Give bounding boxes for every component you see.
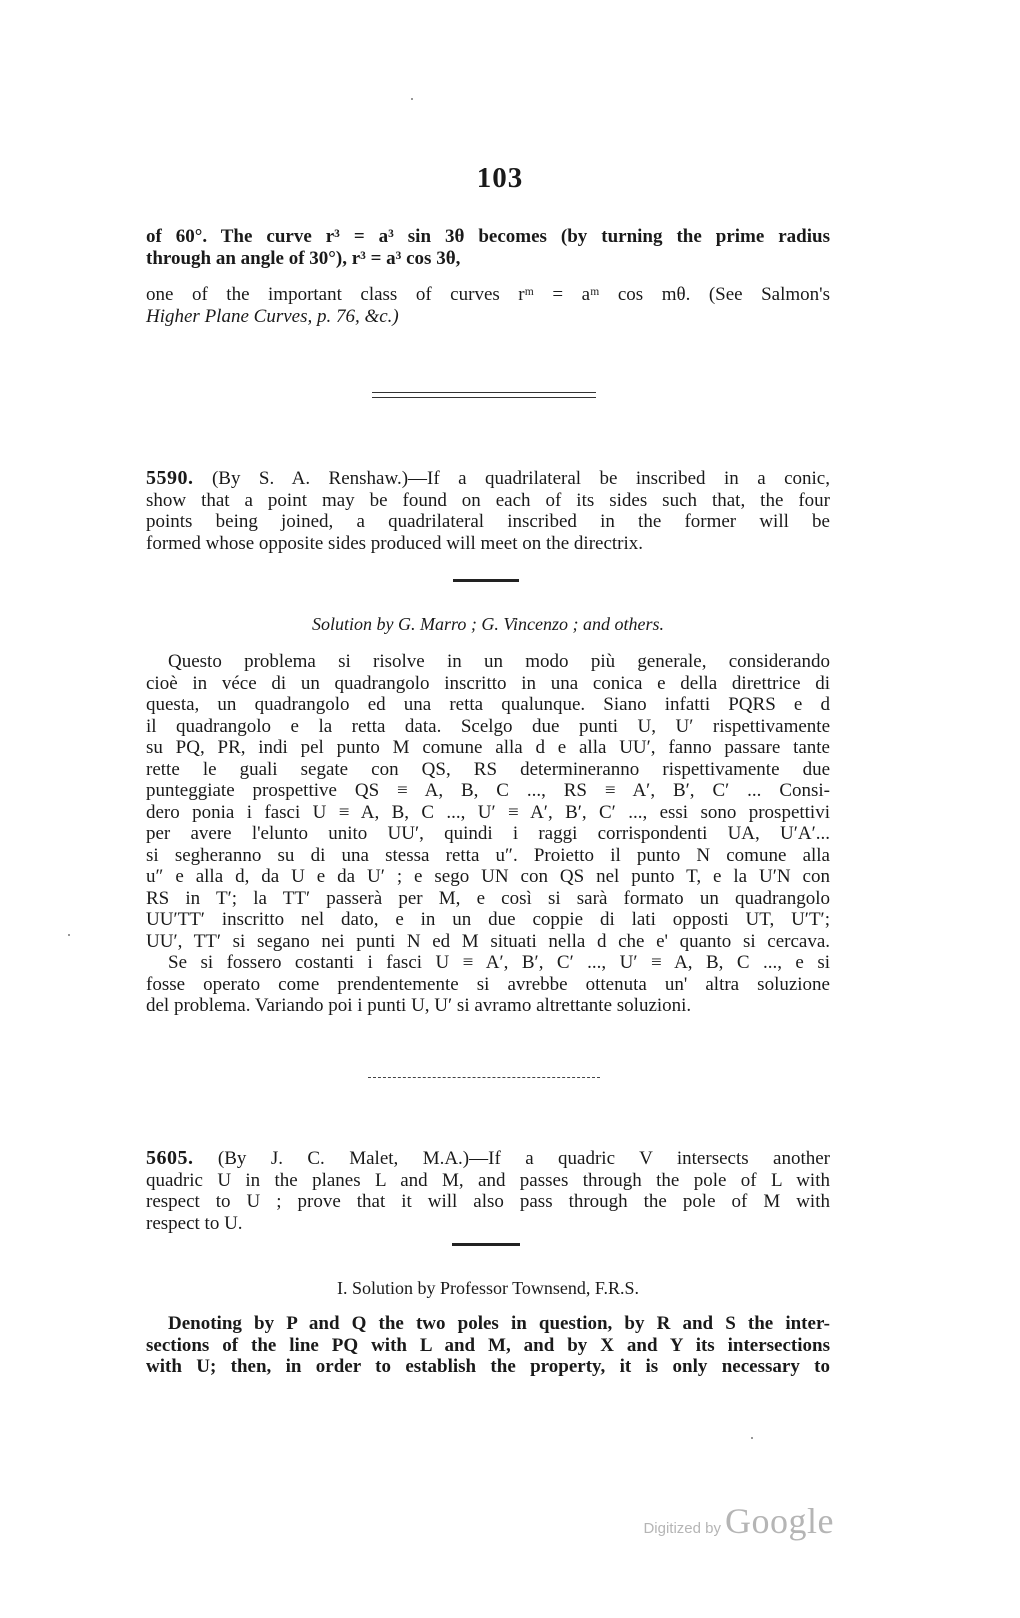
q5605-line-1 bbox=[146, 1148, 830, 1170]
sol5590-line-6: rette le guali segate con QS, RS determineranno rispettivamente due bbox=[146, 758, 830, 780]
sol5590-line-16: fosse operato come prendentemente si avrebbe ottenuta un' altra soluzione bbox=[146, 973, 830, 995]
sol5590-line-1: Questo problema si risolve in un modo più generale, considerando bbox=[168, 651, 830, 672]
q5605-number: 5605. bbox=[146, 1147, 194, 1169]
intro-paragraph bbox=[146, 226, 830, 269]
q5590-line-4: formed whose opposite sides produced will meet on the directrix. bbox=[146, 532, 644, 554]
sol5590-line-12: RS in T′; la TT′ passerà per M, e così si sarà formato un quadrangolo bbox=[146, 887, 830, 909]
watermark-prefix: Digitized by bbox=[643, 1520, 722, 1537]
solution-5605-heading: I. Solution by Professor Townsend, F.R.S. bbox=[337, 1278, 639, 1298]
q5590-text-1: —If a quadrilateral be inscribed in a conic, bbox=[408, 468, 830, 489]
short-rule bbox=[453, 579, 519, 582]
sol5590-line-3: questa, un quadrangolo ed una retta qualunque. Siano infatti PQRS e d bbox=[146, 694, 830, 715]
q5590-line-1 bbox=[146, 468, 830, 490]
sol5605-line-3: with U; then, in order to establish the property, it is only necessary to bbox=[146, 1356, 830, 1377]
q5605-author: (By J. C. Malet, M.A.) bbox=[217, 1148, 470, 1169]
page-number: 103 bbox=[476, 162, 524, 194]
sol5590-line-7: punteggiate prospettive QS ≡ A, B, C ..., RS ≡ A′, B′, C′ ... Consi- bbox=[146, 780, 830, 801]
solution-5590-heading: Solution by G. Marro ; G. Vincenzo ; and others. bbox=[312, 614, 664, 634]
solution-5590-text bbox=[146, 651, 830, 1017]
q5590-number: 5590. bbox=[146, 467, 194, 489]
q5605-line-4: respect to U. bbox=[146, 1212, 243, 1234]
intro2-line-1: one of the important class of curves rᵐ = aᵐ cos mθ. (See Salmon's bbox=[146, 284, 830, 305]
intro-line-1: of 60°. The curve r³ = a³ sin 3θ becomes (by turning the prime radius bbox=[146, 226, 830, 247]
q5590-line-2: show that a point may be found on each of its sides such that, the four bbox=[146, 489, 830, 511]
sol5590-line-8: dero ponia i fasci U ≡ A, B, C ..., U′ ≡ A′, B′, C′ ..., essi sono prospettivi bbox=[146, 801, 830, 823]
scan-speck bbox=[751, 1437, 753, 1439]
solution-5605-text bbox=[146, 1313, 830, 1378]
q5605-line-2: quadric U in the planes L and M, and passes through the pole of L with bbox=[146, 1169, 830, 1191]
scan-speck bbox=[68, 934, 70, 936]
google-logo: Google bbox=[725, 1501, 834, 1541]
question-5605 bbox=[146, 1148, 830, 1234]
sol5590-line-14: UU′, TT′ si segano nei punti N ed M situati nella d che e' quanto si cercava. bbox=[146, 930, 830, 952]
intro-line-2: through an angle of 30°), r³ = a³ cos 3θ, bbox=[146, 247, 461, 269]
scan-speck bbox=[411, 98, 413, 100]
section-divider-dashed bbox=[368, 1077, 600, 1078]
sol5590-line-17: del problema. Variando poi i punti U, U′ si avramo altrettante soluzioni. bbox=[146, 995, 692, 1016]
question-5590 bbox=[146, 468, 830, 554]
sol5590-line-9: per avere l'elunto unito UU′, quindi i raggi corrispondenti UA, U′A′... bbox=[146, 823, 830, 844]
sol5605-line-1: Denoting by P and Q the two poles in question, by R and S the inter- bbox=[168, 1313, 830, 1334]
sol5590-line-10: si segheranno su di una stessa retta u″. Proietto il punto N comune alla bbox=[146, 844, 830, 866]
sol5590-line-2: cioè in véce di un quadrangolo inscritto in una conica e della direttrice di bbox=[146, 672, 830, 694]
q5605-line-3: respect to U ; prove that it will also pass through the pole of M with bbox=[146, 1191, 830, 1212]
sol5590-line-11: u″ e alla d, da U e da U′ ; e sego UN con QS nel punto T, e la U′N con bbox=[146, 866, 830, 887]
short-rule-2 bbox=[452, 1243, 520, 1246]
sol5590-line-15: Se si fossero costanti i fasci U ≡ A′, B′, C′ ..., U′ ≡ A, B, C ..., e si bbox=[168, 952, 830, 973]
q5590-author: (By S. A. Renshaw.) bbox=[211, 468, 409, 489]
sol5590-line-13: UU′TT′ inscritto nel dato, e in un due coppie di lati opposti UT, U′T′; bbox=[146, 909, 830, 930]
sol5590-line-4: il quadrangolo e la retta data. Scelgo due punti U, U′ rispettivamente bbox=[146, 715, 830, 737]
q5590-line-3: points being joined, a quadrilateral inscribed in the former will be bbox=[146, 511, 830, 532]
intro2-line-2: Higher Plane Curves, p. 76, &c.) bbox=[146, 305, 399, 327]
sol5605-line-2: sections of the line PQ with L and M, and by X and Y its intersections bbox=[146, 1334, 830, 1356]
q5605-text-1: —If a quadric V intersects another bbox=[469, 1148, 831, 1169]
intro-paragraph-2 bbox=[146, 284, 830, 327]
section-divider-double bbox=[372, 392, 596, 398]
digitized-watermark bbox=[643, 1500, 834, 1542]
sol5590-line-5: su PQ, PR, indi pel punto M comune alla d e alla UU′, fanno passare tante bbox=[146, 737, 830, 758]
